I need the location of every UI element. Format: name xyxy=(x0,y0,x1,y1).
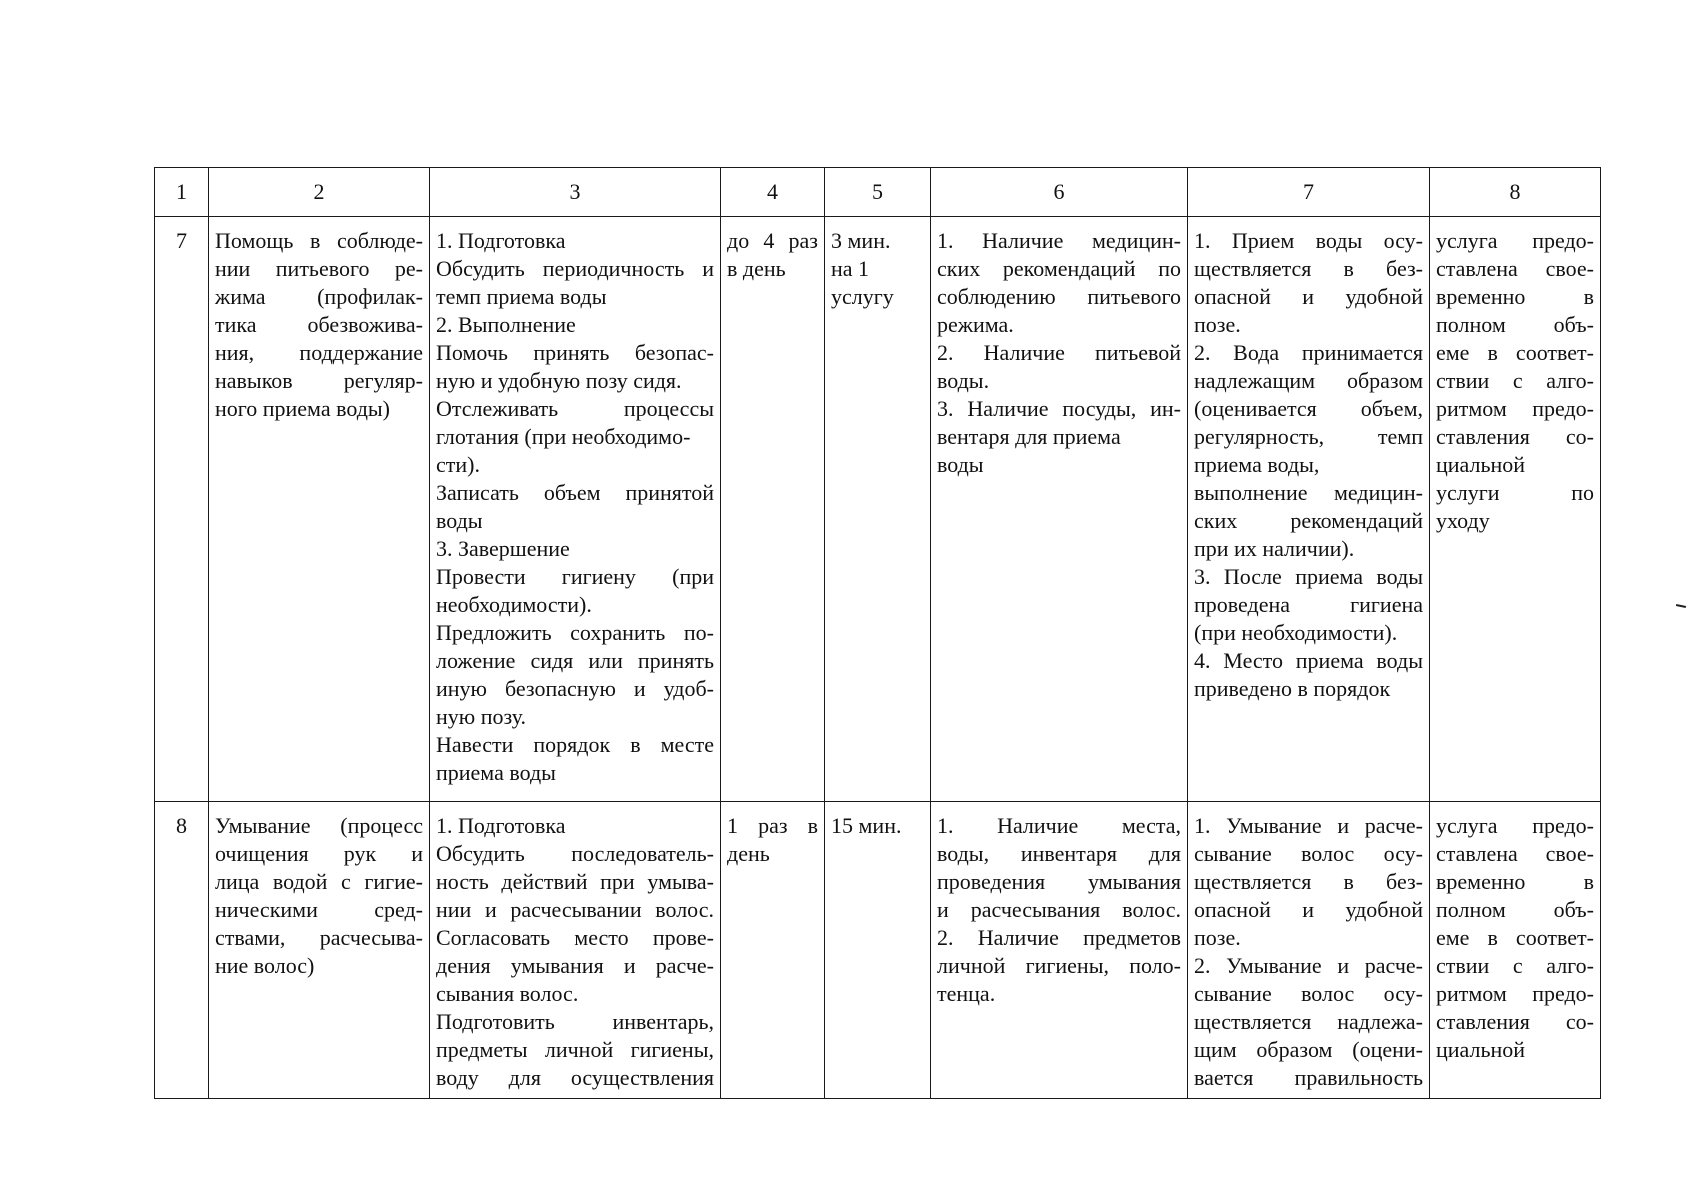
cell-text-line: 8 xyxy=(176,813,187,838)
header-cell-8: 8 xyxy=(1430,168,1601,217)
cell-text-line: сывания волос. xyxy=(436,981,579,1006)
cell-text-line: день xyxy=(727,841,770,866)
service-name-cell xyxy=(209,802,430,1099)
cell-text-line: ную и удобную позу сидя. xyxy=(436,368,682,393)
cell-text-line: временно в xyxy=(1436,284,1594,309)
quality-criteria-cell xyxy=(1188,802,1430,1099)
cell-text-line: Согласовать место прове- xyxy=(436,925,714,950)
cell-text-line: сти). xyxy=(436,452,480,477)
cell-text-line: ложение сидя или принять xyxy=(436,648,714,673)
cell-text-line: ставлена свое- xyxy=(1436,256,1594,281)
cell-text-line: воду для осуществления xyxy=(436,1065,714,1090)
cell-text-line: нии питьевого ре- xyxy=(215,256,423,281)
cell-text-line: ритмом предо- xyxy=(1436,981,1594,1006)
cell-text-line: временно в xyxy=(1436,869,1594,894)
cell-text-line: ществляется надлежа- xyxy=(1194,1009,1423,1034)
row-number-cell xyxy=(155,217,209,802)
cell-text-line: Помочь принять безопас- xyxy=(436,340,714,365)
cell-text-line: 15 мин. xyxy=(831,813,902,838)
cell-text-line: вентаря для приема xyxy=(937,424,1121,449)
cell-text-line: Умывание (процесс xyxy=(215,813,423,838)
duration-cell xyxy=(825,802,931,1099)
cell-text-line: еме в соответ- xyxy=(1436,340,1594,365)
cell-text-line: предметы личной гигиены, xyxy=(436,1037,714,1062)
result-cell xyxy=(1430,217,1601,802)
cell-text-line: ствии с алго- xyxy=(1436,953,1594,978)
header-cell-6: 6 xyxy=(931,168,1188,217)
cell-text-line: ритмом предо- xyxy=(1436,396,1594,421)
cell-text-line: ставления со- xyxy=(1436,424,1594,449)
cell-text-line: воды xyxy=(436,508,483,533)
cell-text-line: Подготовить инвентарь, xyxy=(436,1009,714,1034)
cell-text-line: воды. xyxy=(937,368,990,393)
header-cell-2: 2 xyxy=(209,168,430,217)
cell-text-line: ставлена свое- xyxy=(1436,841,1594,866)
cell-text-line: вается правильность xyxy=(1194,1065,1423,1090)
cell-text-line: услуга предо- xyxy=(1436,228,1594,253)
cell-text-line: позе. xyxy=(1194,925,1241,950)
cell-text-line: уходу xyxy=(1436,508,1490,533)
row-number-cell xyxy=(155,802,209,1099)
cell-text-line: на 1 xyxy=(831,256,870,281)
cell-text-line: щим образом (оцени- xyxy=(1194,1037,1423,1062)
cell-text-line: ного приема воды) xyxy=(215,396,391,421)
cell-text-line: 2. Выполнение xyxy=(436,312,576,337)
cell-text-line: проведена гигиена xyxy=(1194,592,1423,617)
quality-criteria-cell xyxy=(1188,217,1430,802)
cell-text-line: личной гигиены, поло- xyxy=(937,953,1181,978)
cell-text-line: сывание волос осу- xyxy=(1194,981,1423,1006)
cell-text-line: 3 мин. xyxy=(831,228,891,253)
cell-text-line: тенца. xyxy=(937,981,996,1006)
table-row xyxy=(155,802,1601,1099)
cell-text-line: услуги по xyxy=(1436,480,1594,505)
cell-text-line: при их наличии). xyxy=(1194,536,1355,561)
cell-text-line: 1. Подготовка xyxy=(436,813,566,838)
cell-text-line: и расчесывания волос. xyxy=(937,897,1181,922)
cell-text-line: 1. Подготовка xyxy=(436,228,566,253)
cell-text-line: ставления со- xyxy=(1436,1009,1594,1034)
cell-text-line: еме в соответ- xyxy=(1436,925,1594,950)
header-cell-1: 1 xyxy=(155,168,209,217)
cell-text-line: Обсудить последователь- xyxy=(436,841,714,866)
cell-text-line: дения умывания и расче- xyxy=(436,953,714,978)
cell-text-line: 1. Прием воды осу- xyxy=(1194,228,1423,253)
cell-text-line: Обсудить периодичность и xyxy=(436,256,714,281)
cell-text-line: 1. Наличие медицин- xyxy=(937,228,1181,253)
procedure-cell xyxy=(430,217,721,802)
cell-text-line: Записать объем принятой xyxy=(436,480,714,505)
cell-text-line: ние волос) xyxy=(215,953,315,978)
cell-text-line: необходимости). xyxy=(436,592,592,617)
cell-text-line: приема воды, xyxy=(1194,452,1320,477)
conditions-cell xyxy=(931,217,1188,802)
cell-text-line: воды xyxy=(937,452,984,477)
cell-text-line: 1. Умывание и расче- xyxy=(1194,813,1423,838)
cell-text-line: ную позу. xyxy=(436,704,527,729)
cell-text-line: темп приема воды xyxy=(436,284,607,309)
cell-text-line: приведено в порядок xyxy=(1194,676,1391,701)
cell-text-line: Отслеживать процессы xyxy=(436,396,714,421)
header-cell-4: 4 xyxy=(721,168,825,217)
services-table xyxy=(154,167,1601,1099)
cell-text-line: ских рекомендаций xyxy=(1194,508,1423,533)
cell-text-line: 4. Место приема воды xyxy=(1194,648,1423,673)
header-cell-7: 7 xyxy=(1188,168,1430,217)
cell-text-line: воды, инвентаря для xyxy=(937,841,1181,866)
result-cell xyxy=(1430,802,1601,1099)
cell-text-line: 1. Наличие места, xyxy=(937,813,1181,838)
cell-text-line: циальной xyxy=(1436,1037,1526,1062)
table-row xyxy=(155,217,1601,802)
cell-text-line: опасной и удобной xyxy=(1194,284,1423,309)
cell-text-line: циальной xyxy=(1436,452,1526,477)
cell-text-line: 2. Наличие предметов xyxy=(937,925,1181,950)
cell-text-line: (при необходимости). xyxy=(1194,620,1398,645)
cell-text-line: иную безопасную и удоб- xyxy=(436,676,714,701)
cell-text-line: ществляется в без- xyxy=(1194,256,1423,281)
cell-text-line: (оценивается объем, xyxy=(1194,396,1423,421)
header-cell-5: 5 xyxy=(825,168,931,217)
header-row xyxy=(155,168,1601,217)
cell-text-line: полном объ- xyxy=(1436,312,1594,337)
duration-cell xyxy=(825,217,931,802)
cell-text-line: до 4 раз xyxy=(727,228,818,253)
cell-text-line: Провести гигиену (при xyxy=(436,564,714,589)
cell-text-line: услугу xyxy=(831,284,894,309)
cell-text-line: ствами, расчесыва- xyxy=(215,925,423,950)
cell-text-line: Помощь в соблюде- xyxy=(215,228,423,253)
cell-text-line: выполнение медицин- xyxy=(1194,480,1423,505)
cell-text-line: соблюдению питьевого xyxy=(937,284,1181,309)
cell-text-line: ских рекомендаций по xyxy=(937,256,1181,281)
cell-text-line: приема воды xyxy=(436,760,556,785)
cell-text-line: нии и расчесывании волос. xyxy=(436,897,714,922)
cell-text-line: 3. Завершение xyxy=(436,536,570,561)
cell-text-line: очищения рук и xyxy=(215,841,423,866)
header-cell-3: 3 xyxy=(430,168,721,217)
cell-text-line: ность действий при умыва- xyxy=(436,869,714,894)
cell-text-line: тика обезвожива- xyxy=(215,312,423,337)
cell-text-line: 2. Вода принимается xyxy=(1194,340,1423,365)
procedure-cell xyxy=(430,802,721,1099)
cell-text-line: 3. Наличие посуды, ин- xyxy=(937,396,1181,421)
frequency-cell xyxy=(721,217,825,802)
cell-text-line: режима. xyxy=(937,312,1014,337)
cell-text-line: услуга предо- xyxy=(1436,813,1594,838)
cell-text-line: ществляется в без- xyxy=(1194,869,1423,894)
cell-text-line: 7 xyxy=(176,228,187,253)
cell-text-line: проведения умывания xyxy=(937,869,1181,894)
cell-text-line: опасной и удобной xyxy=(1194,897,1423,922)
service-name-cell xyxy=(209,217,430,802)
cell-text-line: 2. Умывание и расче- xyxy=(1194,953,1423,978)
cell-text-line: лица водой с гигие- xyxy=(215,869,423,894)
cell-text-line: 1 раз в xyxy=(727,813,818,838)
frequency-cell xyxy=(721,802,825,1099)
cell-text-line: ния, поддержание xyxy=(215,340,423,365)
cell-text-line: в день xyxy=(727,256,786,281)
margin-mark xyxy=(1676,604,1686,608)
cell-text-line: ническими сред- xyxy=(215,897,423,922)
cell-text-line: глотания (при необходимо- xyxy=(436,424,691,449)
conditions-cell xyxy=(931,802,1188,1099)
cell-text-line: Навести порядок в месте xyxy=(436,732,714,757)
cell-text-line: навыков регуляр- xyxy=(215,368,423,393)
cell-text-line: 3. После приема воды xyxy=(1194,564,1423,589)
cell-text-line: полном объ- xyxy=(1436,897,1594,922)
cell-text-line: позе. xyxy=(1194,312,1241,337)
cell-text-line: сывание волос осу- xyxy=(1194,841,1423,866)
cell-text-line: ствии с алго- xyxy=(1436,368,1594,393)
cell-text-line: 2. Наличие питьевой xyxy=(937,340,1181,365)
cell-text-line: Предложить сохранить по- xyxy=(436,620,714,645)
cell-text-line: регулярность, темп xyxy=(1194,424,1423,449)
cell-text-line: жима (профилак- xyxy=(215,284,423,309)
cell-text-line: надлежащим образом xyxy=(1194,368,1423,393)
